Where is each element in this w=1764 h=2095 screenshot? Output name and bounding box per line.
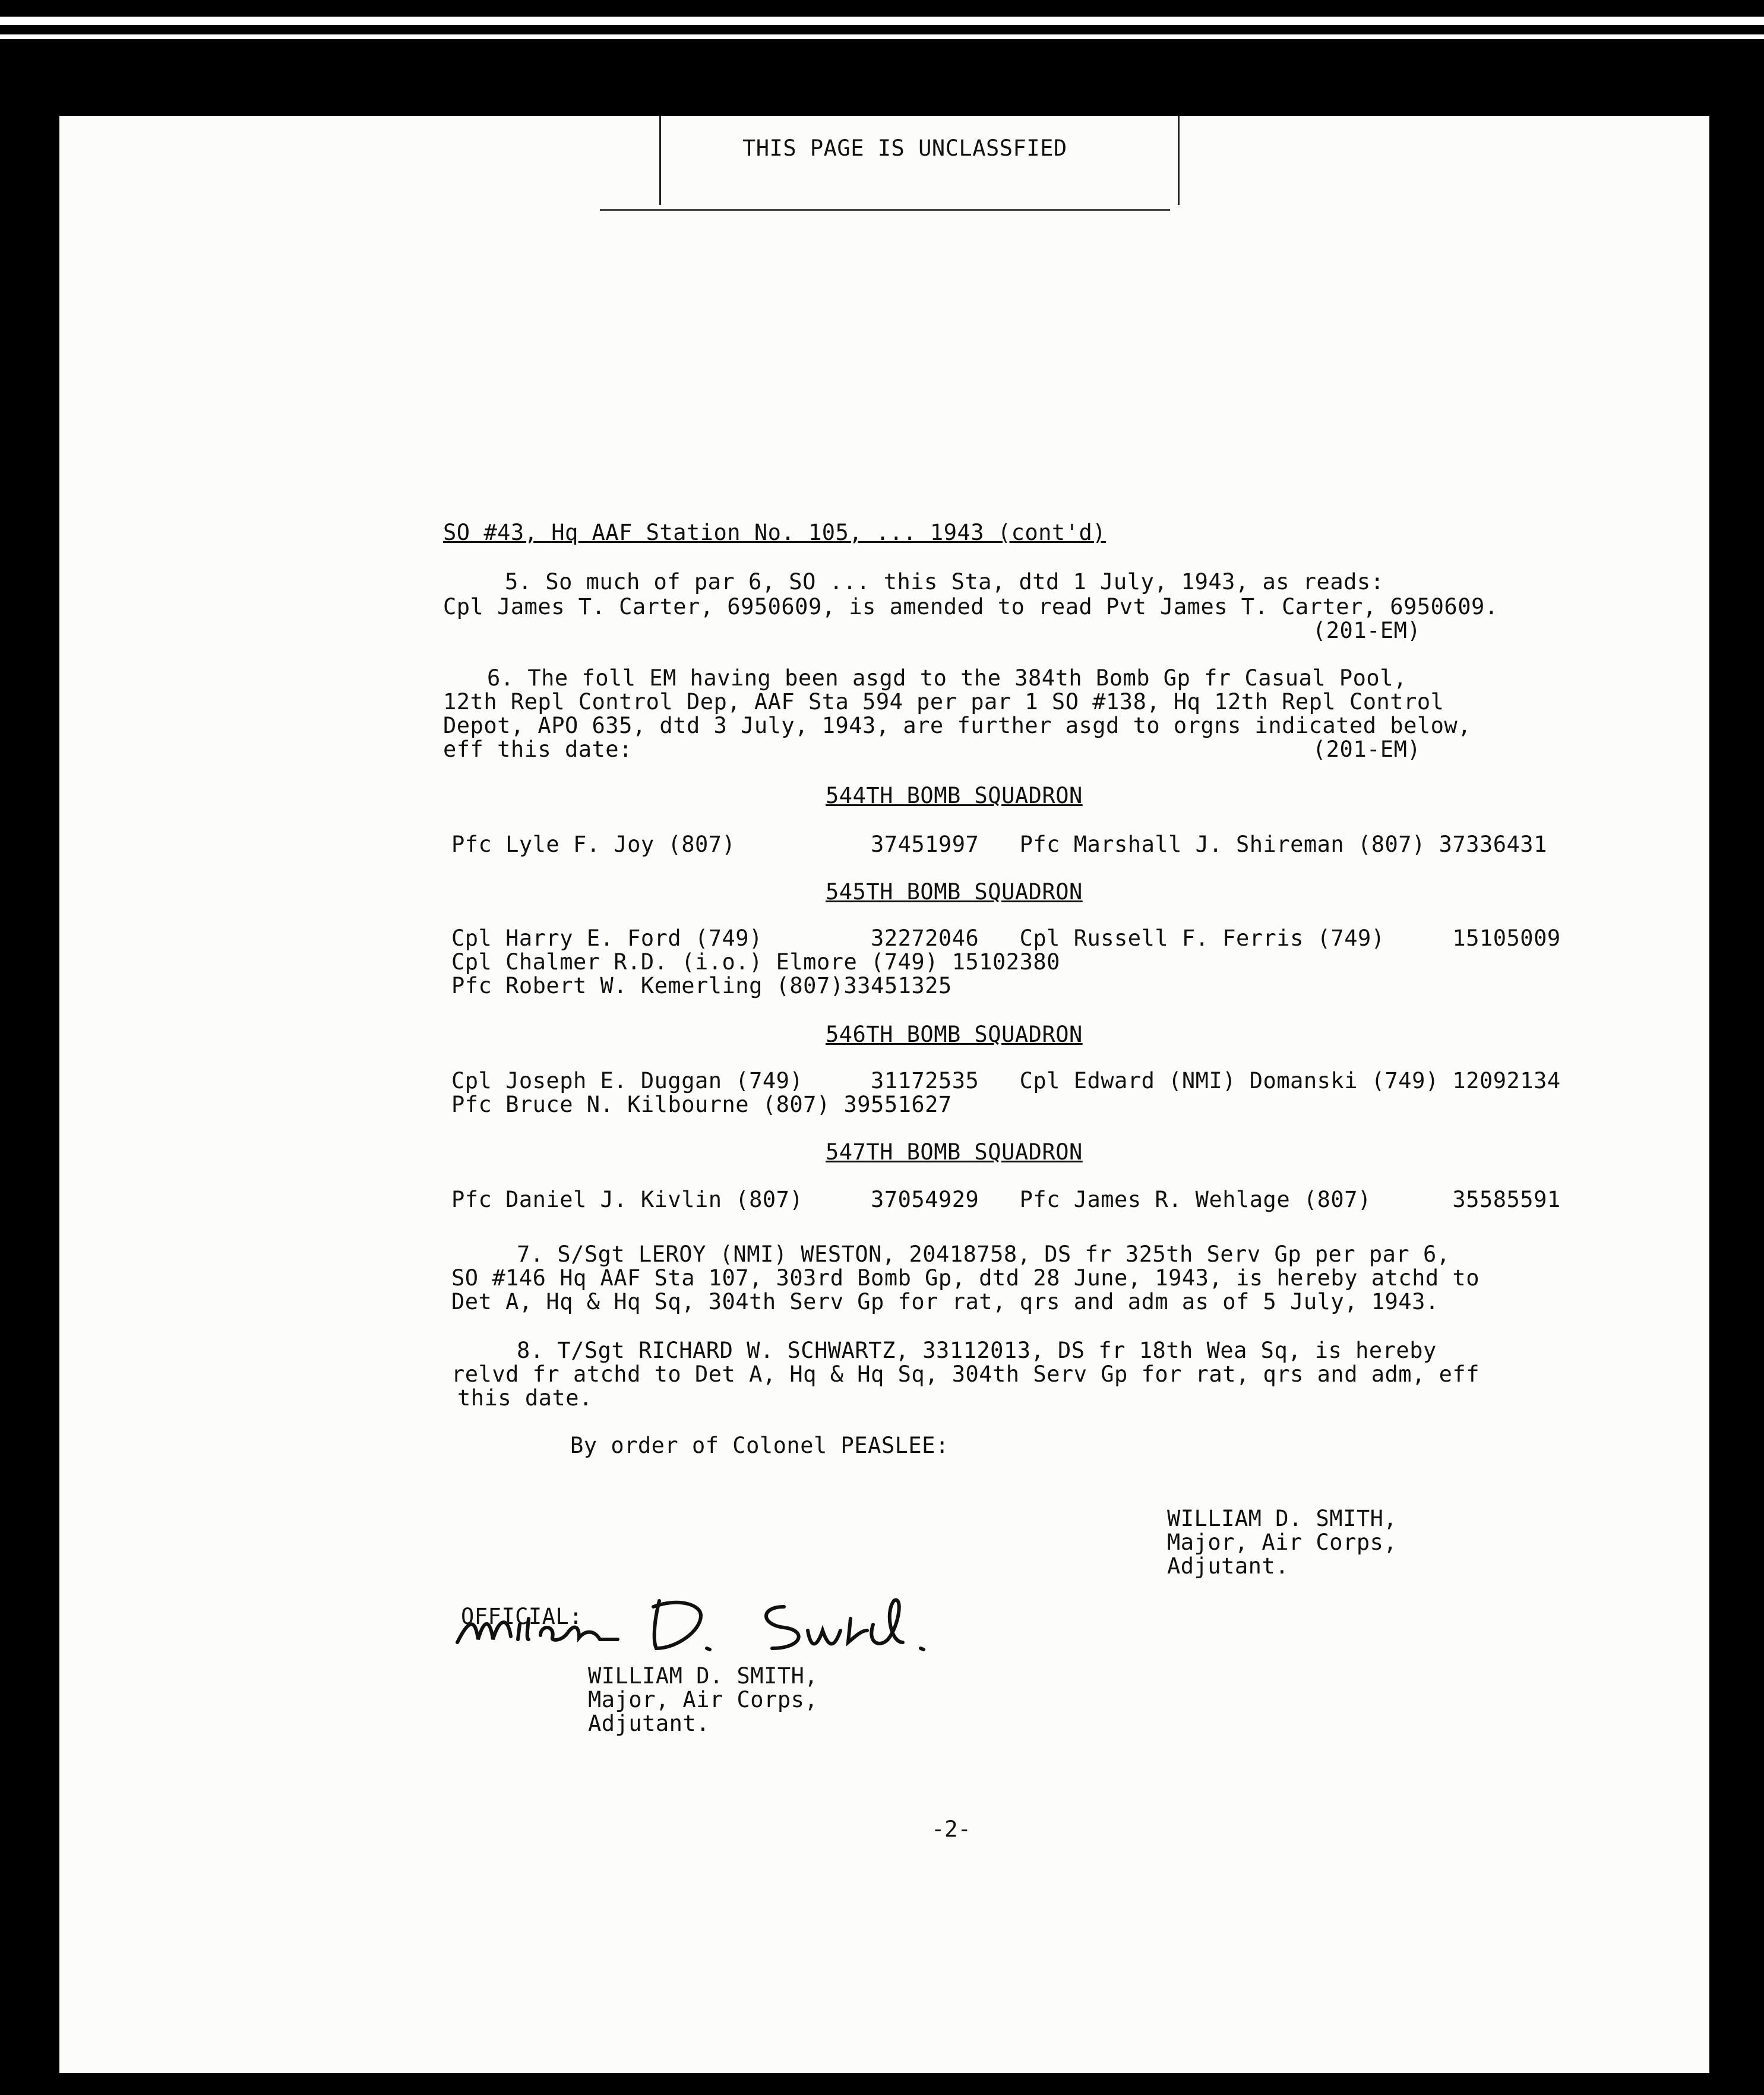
official-rank: Major, Air Corps, (588, 1687, 818, 1712)
squadron-545-title: 545TH BOMB SQUADRON (826, 879, 1083, 905)
squadron-545-row-2: Cpl Chalmer R.D. (i.o.) Elmore (749) 15102380 (451, 949, 1060, 975)
para-8-line-3: this date. (457, 1385, 593, 1411)
by-order-line: By order of Colonel PEASLEE: (570, 1433, 949, 1458)
squadron-545-row-1: Cpl Harry E. Ford (749) 32272046 Cpl Russell F. Ferris (749) 15105009 (451, 925, 1561, 951)
squadron-546-row-1: Cpl Joseph E. Duggan (749) 31172535 Cpl Edward (NMI) Domanski (749) 12092134 (451, 1068, 1561, 1094)
para-8-line-1: 8. T/Sgt RICHARD W. SCHWARTZ, 33112013, DS fr 18th Wea Sq, is hereby (517, 1338, 1437, 1363)
official-name: WILLIAM D. SMITH, (588, 1663, 818, 1689)
squadron-547-title: 547TH BOMB SQUADRON (826, 1139, 1083, 1165)
para-5-ref: (201-EM) (1313, 618, 1421, 643)
official-label: OFFICIAL: (461, 1604, 583, 1629)
squadron-547-row-1: Pfc Daniel J. Kivlin (807) 37054929 Pfc James R. Wehlage (807) 35585591 (451, 1187, 1561, 1212)
classification-label: THIS PAGE IS UNCLASSFIED (742, 135, 1067, 161)
scan-edge-top-2 (0, 34, 1764, 39)
para-5-line-2: Cpl James T. Carter, 6950609, is amended to read Pvt James T. Carter, 6950609. (443, 594, 1499, 620)
handwritten-signature (451, 1583, 986, 1672)
squadron-546-title: 546TH BOMB SQUADRON (826, 1022, 1083, 1047)
page-number: -2- (931, 1816, 971, 1842)
scan-edge-top (0, 17, 1764, 25)
squadron-544-title: 544TH BOMB SQUADRON (826, 783, 1083, 808)
para-6-line-2: 12th Repl Control Dep, AAF Sta 594 per par 1 SO #138, Hq 12th Repl Control (443, 689, 1444, 715)
signatory-name: WILLIAM D. SMITH, (1167, 1506, 1398, 1531)
signatory-title: Adjutant. (1167, 1553, 1289, 1579)
para-6-line-3: Depot, APO 635, dtd 3 July, 1943, are further asgd to orgns indicated below, (443, 713, 1471, 738)
para-6-ref: (201-EM) (1313, 737, 1421, 762)
para-7-line-1: 7. S/Sgt LEROY (NMI) WESTON, 20418758, DS fr 325th Serv Gp per par 6, (517, 1241, 1450, 1267)
squadron-546-row-2: Pfc Bruce N. Kilbourne (807) 39551627 (451, 1092, 952, 1117)
para-6-line-1: 6. The foll EM having been asgd to the 384th Bomb Gp fr Casual Pool, (487, 665, 1407, 691)
official-title: Adjutant. (588, 1711, 710, 1736)
signatory-rank: Major, Air Corps, (1167, 1530, 1398, 1555)
order-heading: SO #43, Hq AAF Station No. 105, ... 1943 (cont'd) (443, 520, 1107, 545)
para-6-line-4: eff this date: (443, 737, 633, 762)
handwritten-signature-text: William D. Smith. (451, 1669, 458, 1670)
para-7-line-3: Det A, Hq & Hq Sq, 304th Serv Gp for rat, qrs and adm as of 5 July, 1943. (451, 1289, 1439, 1314)
para-8-line-2: relvd fr atchd to Det A, Hq & Hq Sq, 304th Serv Gp for rat, qrs and adm, eff (451, 1361, 1480, 1387)
para-5-line-1: 5. So much of par 6, SO ... this Sta, dtd 1 July, 1943, as reads: (505, 569, 1384, 595)
para-7-line-2: SO #146 Hq AAF Sta 107, 303rd Bomb Gp, dtd 28 June, 1943, is hereby atchd to (451, 1265, 1480, 1291)
classification-underline (600, 209, 1170, 211)
squadron-544-row-1: Pfc Lyle F. Joy (807) 37451997 Pfc Marshall J. Shireman (807) 37336431 (451, 832, 1547, 857)
scan-edge-bottom (59, 2073, 1709, 2095)
squadron-545-row-3: Pfc Robert W. Kemerling (807)33451325 (451, 973, 952, 998)
